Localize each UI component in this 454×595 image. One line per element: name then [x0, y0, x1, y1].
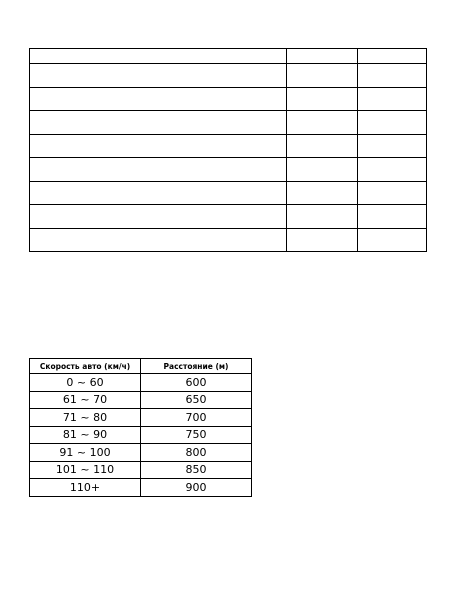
empty-table-row [30, 134, 427, 158]
empty-cell [287, 49, 358, 64]
speed-cell: 81 ~ 90 [30, 426, 141, 444]
empty-cell [30, 205, 287, 229]
empty-table-row [30, 87, 427, 111]
speed-distance-table [29, 358, 252, 497]
table-row [30, 426, 252, 444]
speed-cell: 71 ~ 80 [30, 409, 141, 427]
empty-table-row [30, 181, 427, 205]
speed-cell: 110+ [30, 479, 141, 497]
empty-cell [358, 158, 427, 182]
empty-table-row [30, 228, 427, 252]
empty-cell [358, 134, 427, 158]
speed-cell: 91 ~ 100 [30, 444, 141, 462]
empty-cell [358, 87, 427, 111]
empty-table-row [30, 111, 427, 135]
empty-cell [287, 134, 358, 158]
empty-cell [30, 228, 287, 252]
empty-cell [287, 205, 358, 229]
empty-table-row [30, 158, 427, 182]
empty-table-row [30, 64, 427, 88]
table-row [30, 444, 252, 462]
table-row [30, 479, 252, 497]
empty-table-header-row [30, 49, 427, 64]
distance-cell: 800 [141, 444, 252, 462]
distance-cell: 900 [141, 479, 252, 497]
empty-cell [358, 49, 427, 64]
speed-cell: 0 ~ 60 [30, 374, 141, 392]
distance-cell: 650 [141, 391, 252, 409]
distance-cell: 700 [141, 409, 252, 427]
empty-cell [30, 181, 287, 205]
empty-cell [358, 181, 427, 205]
empty-cell [287, 87, 358, 111]
empty-cell [358, 205, 427, 229]
empty-cell [30, 64, 287, 88]
empty-cell [30, 49, 287, 64]
empty-cell [30, 158, 287, 182]
distance-cell: 850 [141, 461, 252, 479]
speed-cell: 101 ~ 110 [30, 461, 141, 479]
empty-cell [287, 158, 358, 182]
distance-column-header: Расстояние (м) [141, 359, 252, 374]
empty-cell [358, 64, 427, 88]
table-row [30, 461, 252, 479]
empty-cell [287, 111, 358, 135]
speed-table-header-row [30, 359, 252, 374]
distance-cell: 600 [141, 374, 252, 392]
table-row [30, 374, 252, 392]
empty-cell [287, 181, 358, 205]
empty-cell [30, 87, 287, 111]
distance-cell: 750 [141, 426, 252, 444]
speed-column-header: Скорость авто (км/ч) [30, 359, 141, 374]
table-row [30, 391, 252, 409]
empty-cell [287, 228, 358, 252]
empty-table [29, 48, 427, 252]
empty-cell [358, 111, 427, 135]
empty-cell [287, 64, 358, 88]
empty-cell [30, 134, 287, 158]
empty-cell [358, 228, 427, 252]
table-row [30, 409, 252, 427]
empty-table-row [30, 205, 427, 229]
empty-cell [30, 111, 287, 135]
speed-cell: 61 ~ 70 [30, 391, 141, 409]
